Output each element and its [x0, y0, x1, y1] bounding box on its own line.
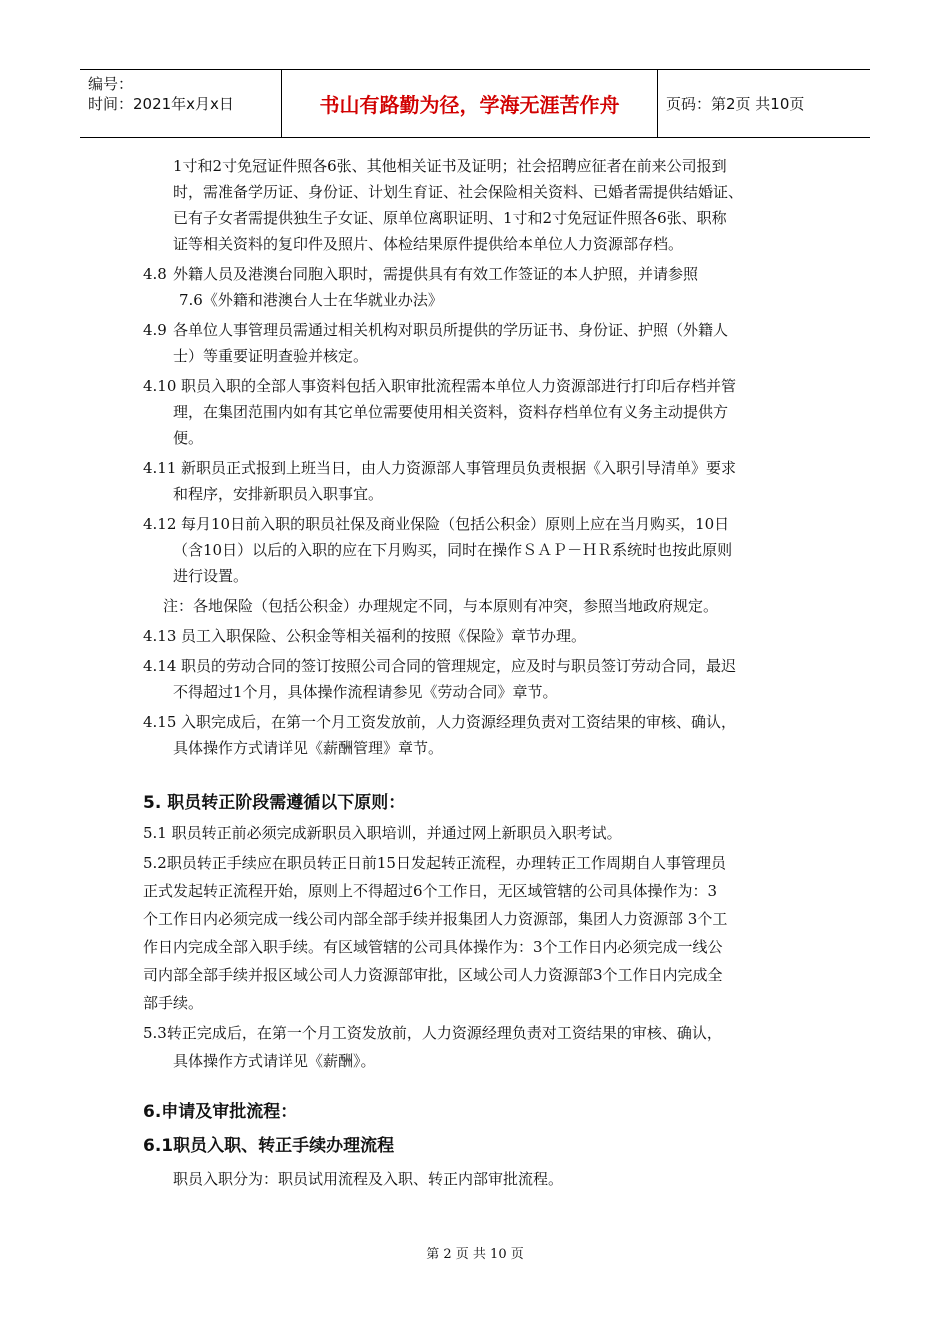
clause-number: 4.8: [143, 265, 167, 283]
clause-4-12: [143, 511, 813, 589]
paragraph-line: 5.2职员转正手续应在职员转正日前15日发起转正流程，办理转正工作周期自人事管理员: [143, 854, 726, 872]
clause-number: 4.13: [143, 627, 177, 645]
clause-line: 7.6《外籍和港澳台人士在华就业办法》: [179, 291, 443, 309]
clause-4-8: [143, 261, 813, 313]
clause-line: 不得超过1个月，具体操作流程请参见《劳动合同》章节。: [173, 683, 558, 701]
clause-number: 4.10: [143, 377, 177, 395]
clause-line: （含10日）以后的入职的应在下月购买，同时在操作ＳＡＰ－ＨＲ系统时也按此原则: [173, 541, 733, 559]
continuation-paragraph: [143, 153, 813, 257]
clause-line: 和程序，安排新职员入职事宜。: [173, 485, 384, 503]
clause-line: 新职员正式报到上班当日，由人力资源部人事管理员负责根据《入职引导清单》要求: [181, 459, 737, 477]
header-meta: [80, 70, 282, 137]
paragraph-line: 司内部全部手续并报区域公司人力资源部审批，区域公司人力资源部3个工作日内完成全: [143, 966, 723, 984]
paragraph-line: 已有子女者需提供独生子女证、原单位离职证明、1寸和2寸免冠证件照各6张、职称: [173, 209, 727, 227]
document-date-label: 时间：2021年x月x日: [88, 95, 234, 113]
paragraph-line: 个工作日内必须完成一线公司内部全部手续并报集团人力资源部，集团人力资源部 3个工: [143, 910, 728, 928]
paragraph-line: 1寸和2寸免冠证件照各6张、其他相关证书及证明；社会招聘应征者在前来公司报到: [173, 157, 727, 175]
paragraph-line: 具体操作方式请详见《薪酬》。: [173, 1052, 376, 1070]
clause-line: 员工入职保险、公积金等相关福利的按照《保险》章节办理。: [181, 627, 587, 645]
paragraph-line: 时，需准备学历证、身份证、计划生育证、社会保险相关资料、已婚者需提供结婚证、: [173, 183, 744, 201]
clause-line: 入职完成后，在第一个月工资发放前，人力资源经理负责对工资结果的审核、确认，: [181, 713, 737, 731]
clause-line: 具体操作方式请详见《薪酬管理》章节。: [173, 739, 444, 757]
clause-5-1: 5.1 职员转正前必须完成新职员入职培训，并通过网上新职员入职考试。: [143, 824, 622, 842]
header-motto: 书山有路勤为径，学海无涯苦作舟: [282, 70, 658, 137]
clause-5-3: [143, 1019, 813, 1075]
clause-4-15: [143, 709, 813, 761]
clause-line: 职员的劳动合同的签订按照公司合同的管理规定，应及时与职员签订劳动合同，最迟: [181, 657, 737, 675]
clause-number: 4.9: [143, 321, 167, 339]
clause-4-10: [143, 373, 813, 451]
section-5-heading: 5. 职员转正阶段需遵循以下原则：: [143, 793, 406, 813]
clause-number: 4.12: [143, 515, 177, 533]
clause-line: 各单位人事管理员需通过相关机构对职员所提供的学历证书、身份证、护照（外籍人: [173, 321, 729, 339]
clause-4-14: [143, 653, 813, 705]
section-6-heading: 6.申请及审批流程：: [143, 1102, 298, 1122]
clause-4-9: [143, 317, 813, 369]
document-body: [143, 153, 813, 1193]
clause-line: 每月10日前入职的职员社保及商业保险（包括公积金）原则上应在当月购买，10日: [181, 515, 730, 533]
clause-line: 士）等重要证明查验并核定。: [173, 347, 369, 365]
header-page-number: 页码：第2页 共10页: [666, 95, 805, 113]
paragraph-line: 正式发起转正流程开始，原则上不得超过6个工作日，无区域管辖的公司具体操作为：3: [143, 882, 718, 900]
clause-line: 职员入职的全部人事资料包括入职审批流程需本单位人力资源部进行打印后存档并管: [181, 377, 737, 395]
clause-5-2: [143, 849, 813, 1017]
clause-line: 理，在集团范围内如有其它单位需要使用相关资料，资料存档单位有义务主动提供方: [173, 403, 729, 421]
document-number-label: 编号：: [88, 75, 134, 93]
page-header: [80, 69, 870, 138]
paragraph-line: 作日内完成全部入职手续。有区域管辖的公司具体操作为：3个工作日内必须完成一线公: [143, 938, 723, 956]
section-6-1-heading: 6.1职员入职、转正手续办理流程: [143, 1136, 395, 1156]
clause-4-11: [143, 455, 813, 507]
paragraph-line: 部手续。: [143, 994, 204, 1012]
clause-4-13: [143, 623, 813, 649]
paragraph-line: 5.3转正完成后，在第一个月工资发放前，人力资源经理负责对工资结果的审核、确认，: [143, 1024, 722, 1042]
clause-line: 外籍人员及港澳台同胞入职时，需提供具有有效工作签证的本人护照，并请参照: [173, 265, 699, 283]
clause-line: 便。: [173, 429, 204, 447]
paragraph-line: 证等相关资料的复印件及照片、体检结果原件提供给本单位人力资源部存档。: [173, 235, 684, 253]
note-paragraph: 注：各地保险（包括公积金）办理规定不同，与本原则有冲突，参照当地政府规定。: [163, 597, 719, 615]
page-footer: 第 2 页 共 10 页: [426, 1247, 524, 1262]
clause-number: 4.14: [143, 657, 177, 675]
section-6-1-intro: 职员入职分为：职员试用流程及入职、转正内部审批流程。: [173, 1170, 564, 1188]
clause-line: 进行设置。: [173, 567, 249, 585]
clause-number: 4.11: [143, 459, 177, 477]
clause-number: 4.15: [143, 713, 177, 731]
